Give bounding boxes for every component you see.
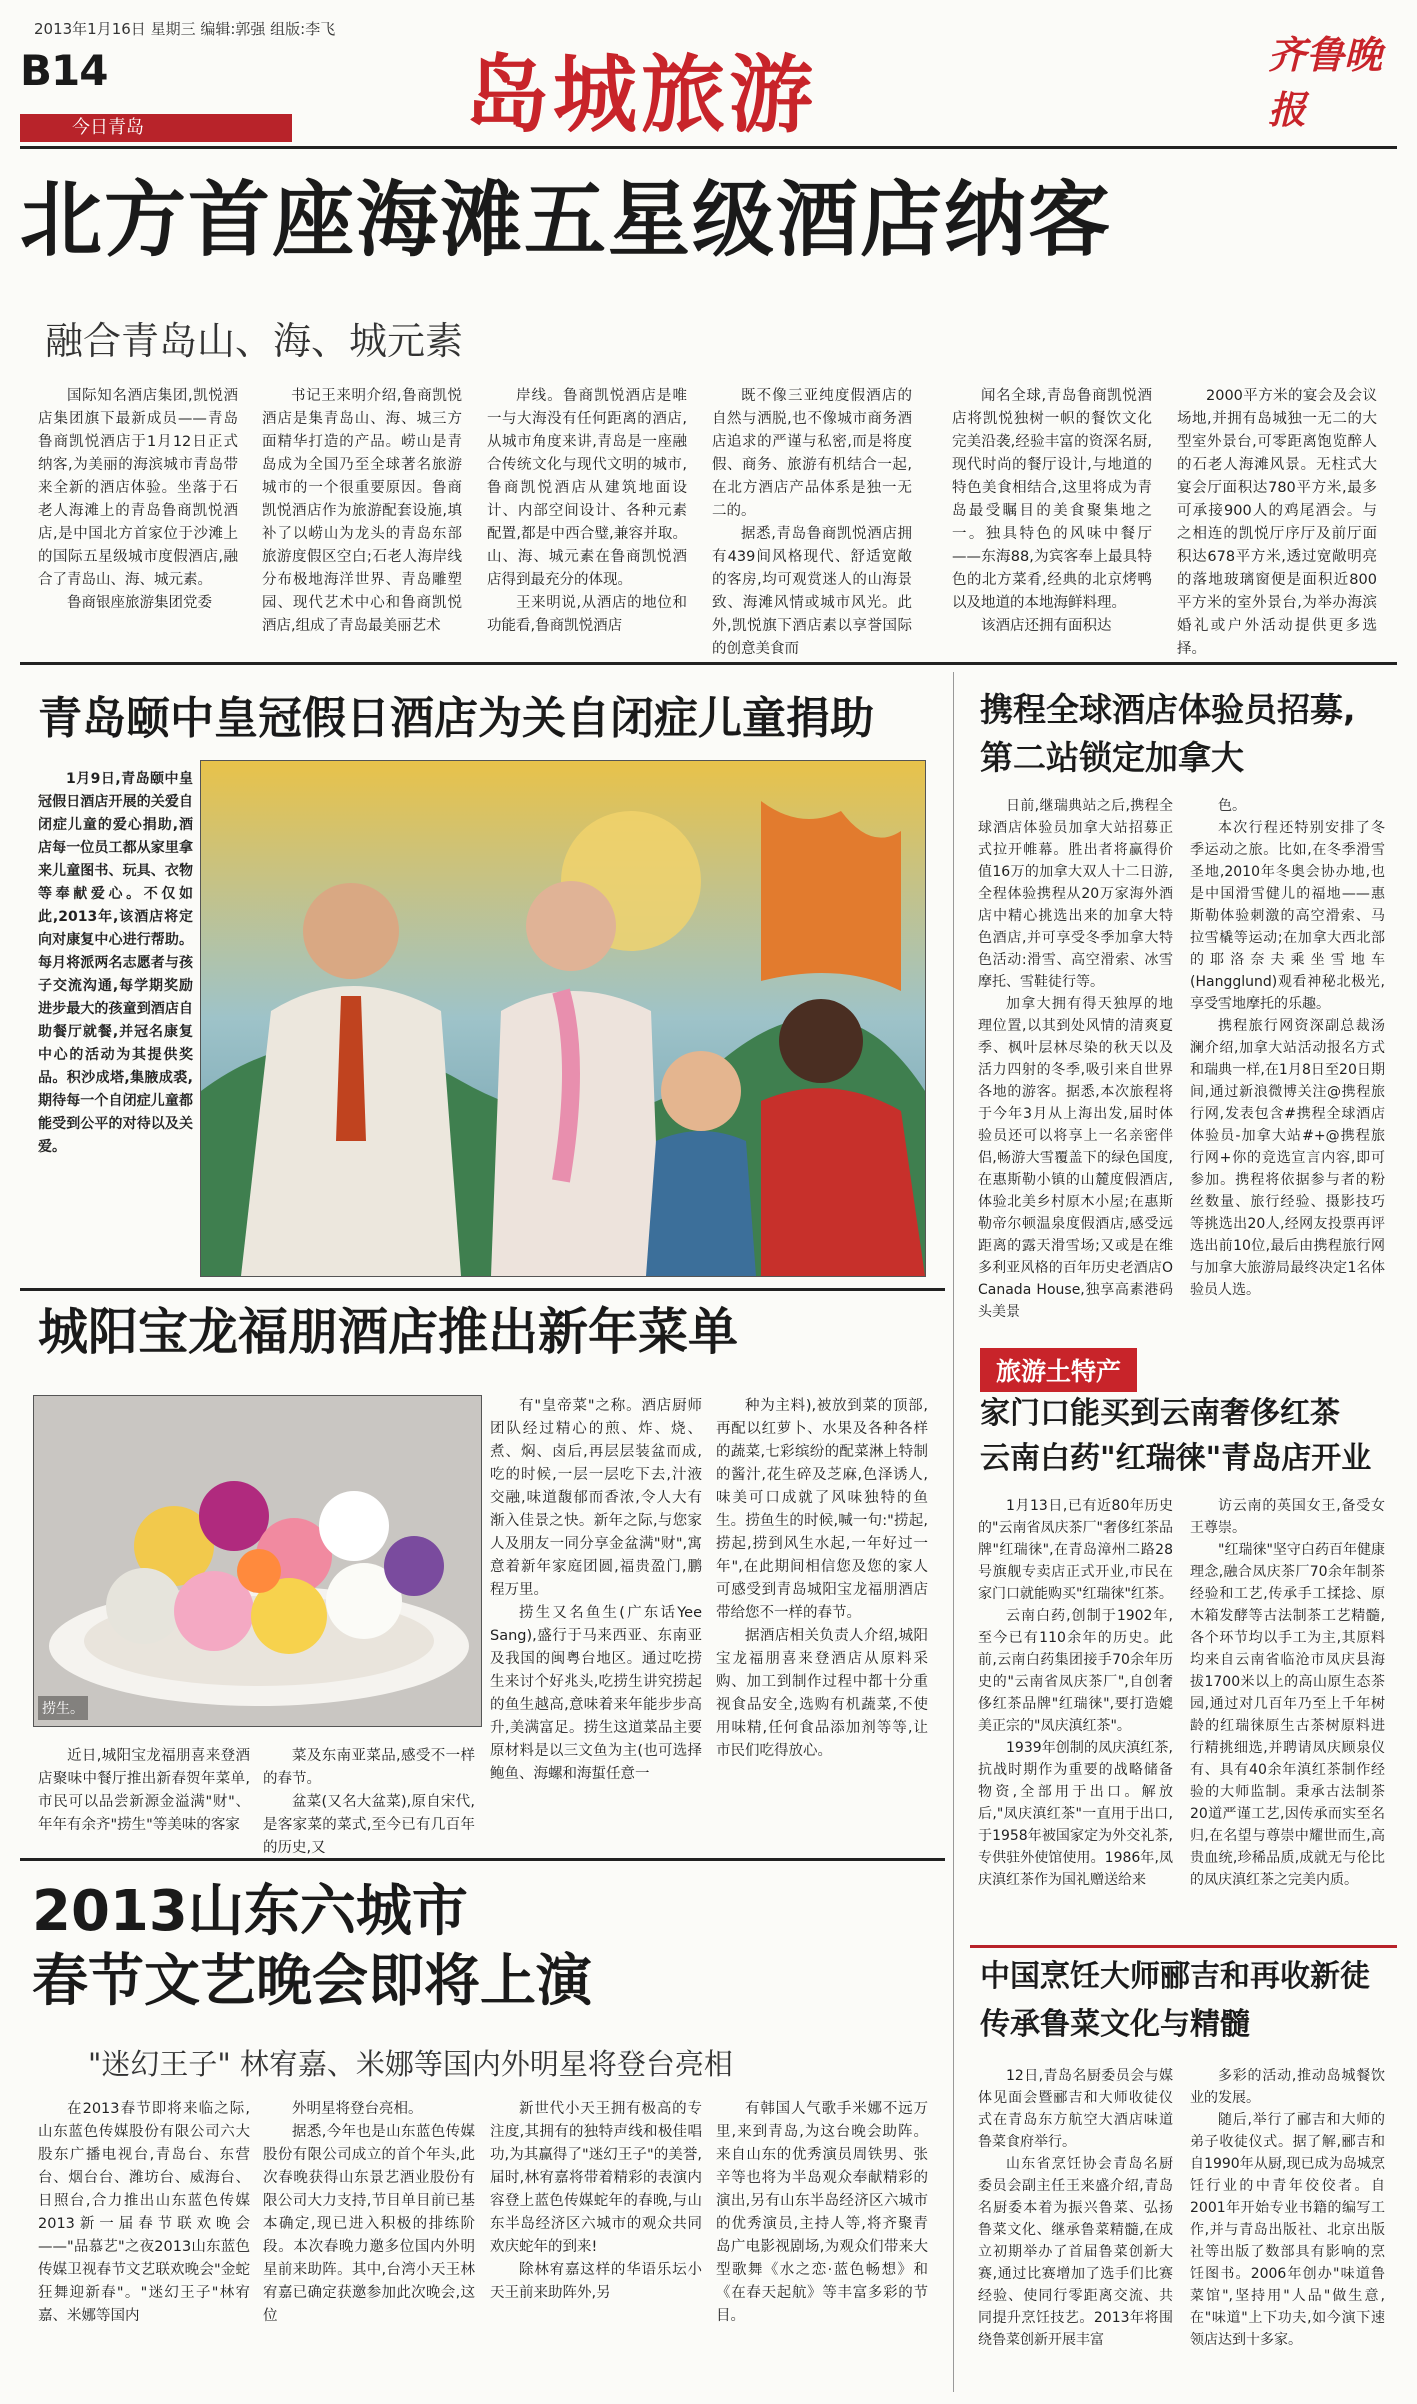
side1-headline-line1: 携程全球酒店体验员招募, — [980, 690, 1356, 729]
story2-body: 1月9日,青岛颐中皇冠假日酒店开展的关爱自闭症儿童的爱心捐助,酒店每一位员工都从家里拿来儿童图书、玩具、衣物等奉献爱心。不仅如此,2013年,该酒店将定向对康复中心进行帮助。每月将派两名志愿者与孩子交流沟通,每学期奖励进步最大的孩童到酒店自助餐厅就餐,并冠名康复中心的活动为其提供奖品。积沙成塔,集腋成裘,期待每一个自闭症儿童都能受到公平的对待以及关爱。 — [38, 771, 193, 1155]
story4-column-4: 有韩国人气歌手米娜不远万里,来到青岛,为这台晚会助阵。来自山东的优秀演员周铁男、张辛等也将为半岛观众奉献精彩的演出,另有山东半岛经济区六城市的优秀演员,主持人等,将齐聚青岛广电影视剧场,为观众们带来大型歌舞《水之恋·蓝色畅想》和《在春天起航》等丰富多彩的节目。 — [716, 2101, 928, 2324]
story1-subheadline: 融合青岛山、海、城元素 — [45, 319, 464, 363]
story4-column-2: 外明星将登台亮相。 据悉,今年也是山东蓝色传媒股份有限公司成立的首个年头,此次春晚获得山东景艺酒业股份有限公司大力支持,节目单目前已基本确定,现已进入积极的排练阶段。本次春晚力邀多位国内外明星前来助阵。其中,台湾小天王林宥嘉已确定获邀参加此次晚会,这位 — [263, 2101, 475, 2324]
story4-headline-line1: 2013山东六城市 — [32, 1879, 468, 1944]
yusheng-dish-photo — [34, 1396, 481, 1726]
story1-column-3: 岸线。鲁商凯悦酒店是唯一与大海没有任何距离的酒店,从城市角度来讲,青岛是一座融合传统文化与现代文明的城市,鲁商凯悦酒店从建筑地面设计、内部空间设计、各种元素配置,都是中西合璧,兼容并取。山、海、城元素在鲁商凯悦酒店得到最充分的体现。 王来明说,从酒店的地位和功能看,鲁商凯悦酒店 — [487, 388, 687, 634]
hotel-donation-photo — [201, 761, 925, 1276]
story3-column-2: 菜及东南亚菜品,感受不一样的春节。 盆菜(又名大盆菜),原自宋代,是客家菜的菜式,至今已有几百年的历史,又 — [263, 1748, 475, 1856]
side3-headline-line1: 中国烹饪大师郦吉和再收新徒 — [980, 1959, 1370, 1994]
story2-headline: 青岛颐中皇冠假日酒店为关自闭症儿童捐助 — [38, 693, 874, 744]
story3-photo-caption: 捞生。 — [38, 1696, 88, 1720]
header-rule — [20, 146, 1397, 149]
story4-headline-line2: 春节文艺晚会即将上演 — [32, 1949, 592, 2014]
story1-column-4: 既不像三亚纯度假酒店的自然与洒脱,也不像城市商务酒店追求的严谨与私密,而是将度假、商务、旅游有机结合一起,在北方酒店产品体系是独一无二的。 据悉,青岛鲁商凯悦酒店拥有439间风格现代、舒适宽敞的客房,均可观赏迷人的山海景致、海滩风情或城市风光。此外,凯悦旗下酒店素以享誉国际的创意美食而 — [712, 388, 912, 657]
side3-column-2: 多彩的活动,推动岛城餐饮业的发展。 随后,举行了郦吉和大师的弟子收徒仪式。据了解,郦吉和自1990年从厨,现已成为岛城烹饪行业的中青年佼佼者。自2001年开始专业书籍的编写工作,并与青岛出版社、北京出版社等出版了数部具有影响的烹饪图书。2006年创办"味道鲁菜馆",坚持用"人品"做生意,在"味道"上下功夫,如今演下速领店达到十多家。 — [1190, 2068, 1385, 2348]
story4-column-1: 在2013春节即将来临之际,山东蓝色传媒股份有限公司六大股东广播电视台,青岛台、东营台、烟台台、潍坊台、威海台、日照台,合力推出山东蓝色传媒2013新一届春节联欢晚会——"品慕艺"之夜2013山东蓝色传媒卫视春节文艺联欢晚会"金蛇狂舞迎新春"。"迷幻王子"林宥嘉、米娜等国内 — [38, 2101, 250, 2324]
story1-column-6: 2000平方米的宴会及会议场地,并拥有岛城独一无二的大型室外景台,可零距离饱览醉人的石老人海滩风景。无柱式大宴会厅面积达780平方米,最多可承接900人的鸡尾酒会。与之相连的凯悦厅序厅及前厅面积达678平方米,透过宽敞明亮的落地玻璃窗便是面积近800平方米的室外景台,为举办海滨婚礼或户外活动提供更多选择。 — [1177, 388, 1377, 657]
story3-headline: 城阳宝龙福朋酒店推出新年菜单 — [38, 1303, 738, 1361]
side1-column-1: 日前,继瑞典站之后,携程全球酒店体验员加拿大站招募正式拉开帷幕。胜出者将赢得价值16万的加拿大双人十二日游,全程体验携程从20万家海外酒店中精心挑选出来的加拿大特色酒店,并可享受冬季加拿大特色活动:滑雪、高空滑索、冰雪摩托、雪鞋徒行等。 加拿大拥有得天独厚的地理位置,以其到处风情的清爽夏季、枫叶层林尽染的秋天以及活力四射的冬季,吸引来自世界各地的游客。据悉,本次旅程将于今年3月从上海出发,届时体验员还可以将享上一名亲密伴侣,畅游大雪覆盖下的绿色国度,在惠斯勒小镇的山麓度假酒店,体验北美乡村原木小屋;在惠斯勒帝尔顿温泉度假酒店,感受远距离的露天滑雪场;又或是在维多利亚风格的百年历史老酒店O Canada House,独享高素港码头美景 — [978, 798, 1173, 1320]
side2-tag — [980, 1348, 1137, 1392]
story1-column-1: 国际知名酒店集团,凯悦酒店集团旗下最新成员——青岛鲁商凯悦酒店于1月12日正式纳客,为美丽的海滨城市青岛带来全新的酒店体验。坐落于石老人海滩上的青岛鲁商凯悦酒店,是中国北方首家位于沙滩上的国际五星级城市度假酒店,融合了青岛山、海、城元素。 鲁商银座旅游集团党委 — [38, 388, 238, 611]
side1-column-2: 色。 本次行程还特别安排了冬季运动之旅。比如,在冬季滑雪圣地,2010年冬奥会协办地,也是中国滑雪健儿的福地——惠斯勒体验刺激的高空滑索、马拉雪橇等运动;在加拿大西北部的耶洛奈夫乘坐雪地车(Hangglund)观看神秘北极光,享受雪地摩托的乐趣。 携程旅行网资深副总裁汤澜介绍,加拿大站活动报名方式和瑞典一样,在1月8日至20日期间,通过新浪微博关注@携程旅行网,发表包含#携程全球酒店体验员-加拿大站#+@携程旅行网+你的竞选宣言内容,即可参加。携程将依据参与者的粉丝数量、旅行经验、摄影技巧等挑选出20人,经网友投票再评选出前10位,最后由携程旅行网与加拿大旅游局最终决定1名体验员人选。 — [1190, 798, 1385, 1298]
story3-column-1: 近日,城阳宝龙福朋喜来登酒店聚味中餐厅推出新春贺年菜单,市民可以品尝新源金溢满"财"、年年有余齐"捞生"等美味的客家 — [38, 1748, 250, 1833]
story1-bottom-rule — [20, 662, 1397, 665]
side2-bottom-rule — [970, 1945, 1397, 1948]
story2-photo — [200, 760, 926, 1277]
story4-column-3: 新世代小天王拥有极高的专注度,其拥有的独特声线和极佳唱功,为其赢得了"迷幻王子"的美誉,届时,林宥嘉将带着精彩的表演内容登上蓝色传媒蛇年的春晚,与山东半岛经济区六城市的观众共同欢庆蛇年的到来! 除林宥嘉这样的华语乐坛小天王前来助阵外,另 — [490, 2101, 702, 2301]
side3-headline-line2: 传承鲁菜文化与精髓 — [980, 2007, 1250, 2042]
story3-bottom-rule — [20, 1858, 945, 1861]
side2-headline-line2: 云南白药"红瑞徕"青岛店开业 — [980, 1441, 1372, 1476]
newspaper-logo: 齐鲁晚报 — [1268, 32, 1383, 132]
side2-column-2: 访云南的英国女王,备受女王尊崇。 "红瑞徕"坚守白药百年健康理念,融合凤庆茶厂70余年制茶经验和工艺,传承手工揉捻、原木箱发酵等古法制茶工艺精髓,各个环节均以手工为主,其原料均来自云南省临沧市凤庆县海拔1700米以上的高山原生态茶园,通过对几百年乃至上千年树龄的红瑞徕原生古茶树原料进行精挑细选,并聘请凤庆顾泉仪有、具有40余年滇红茶制作经验的大师监制。秉承古法制茶20道严谨工艺,因传承而实至名归,在名望与尊崇中耀世而生,高贵血统,珍稀品质,成就无与伦比的凤庆滇红茶之完美内质。 — [1190, 1498, 1385, 1888]
issue-meta: 2013年1月16日 星期三 编辑:郭强 组版:李飞 — [34, 20, 336, 38]
sidebar-divider — [953, 672, 954, 2392]
story3-column-4: 种为主料),被放到菜的顶部,再配以红萝卜、水果及各种各样的蔬菜,七彩缤纷的配菜淋上特制的酱汁,花生碎及芝麻,色泽诱人,味美可口成就了风味独特的鱼生。捞鱼生的时候,喊一句:"捞起,捞起,捞到风生水起,一年好过一年",在此期间相信您及您的家人可感受到青岛城阳宝龙福朋酒店带给您不一样的春节。 据酒店相关负责人介绍,城阳宝龙福朋喜来登酒店从原料采购、加工到制作过程中都十分重视食品安全,选购有机蔬菜,不使用味精,任何食品添加剂等等,让市民们吃得放心。 — [716, 1398, 928, 1759]
side1-headline-line2: 第二站锁定加拿大 — [980, 738, 1244, 777]
section-masthead: 岛城旅游 — [465, 45, 818, 144]
story3-column-3: 有"皇帝菜"之称。酒店厨师团队经过精心的煎、炸、烧、煮、焖、卤后,再层层装盆而成,吃的时候,一层一层吃下去,汁液交融,味道馥郁而香浓,令人大有渐入佳景之快。新年之际,与您家人及朋友一同分享金盆满"财",寓意着新年家庭团圆,福贵盈门,鹏程万里。 捞生又名鱼生(广东话Yee Sang),盛行于马来西亚、东南亚及我国的闽粤台地区。通过吃捞生来讨个好兆头,吃捞生讲究捞起的鱼生越高,意味着来年能步步高升,美满富足。捞生这道菜品主要原材料是以三文鱼为主(也可选择鲍鱼、海螺和海蜇任意一 — [490, 1398, 702, 1782]
side3-column-1: 12日,青岛名厨委员会与媒体见面会暨郦吉和大师收徒仪式在青岛东方航空大酒店味道鲁菜食府举行。 山东省烹饪协会青岛名厨委员会副主任王来盛介绍,青岛名厨委本着为振兴鲁菜、弘扬鲁菜文化、继承鲁菜精髓,在成立初期举办了首届鲁菜创新大赛,通过比赛增加了选手们比赛经验、使同行零距离交流、共同提升烹饪技艺。2013年将围绕鲁菜创新开展丰富 — [978, 2068, 1173, 2348]
story1-headline: 北方首座海滩五星级酒店纳客 — [20, 173, 1113, 268]
side2-tag-label: 旅游土特产 — [980, 1348, 1137, 1392]
side2-headline-line1: 家门口能买到云南奢侈红茶 — [980, 1396, 1340, 1431]
story1-column-5: 闻名全球,青岛鲁商凯悦酒店将凯悦独树一帜的餐饮文化完美沿袭,经验丰富的资深名厨,现代时尚的餐厅设计,与地道的特色美食相结合,这里将成为青岛最受瞩目的美食聚集地之一。独具特色的风味中餐厅——东海88,为宾客奉上最具特色的北方菜肴,经典的北京烤鸭以及地道的本地海鲜料理。 该酒店还拥有面积达 — [952, 388, 1152, 634]
section-tag: 今日青岛 — [20, 114, 292, 142]
story3-photo — [33, 1395, 482, 1727]
page-number: B14 — [20, 46, 108, 95]
story1-column-2: 书记王来明介绍,鲁商凯悦酒店是集青岛山、海、城三方面精华打造的产品。崂山是青岛成为全国乃至全球著名旅游城市的一个很重要原因。鲁商凯悦酒店作为旅游配套设施,填补了以崂山为龙头的青岛东部旅游度假区空白;石老人海岸线分布极地海洋世界、青岛雕塑园、现代艺术中心和鲁商凯悦酒店,组成了青岛最美丽艺术 — [262, 388, 462, 634]
story2-bottom-rule — [20, 1288, 945, 1291]
story4-subheadline: "迷幻王子" 林宥嘉、米娜等国内外明星将登台亮相 — [88, 2047, 733, 2081]
side2-column-1: 1月13日,已有近80年历史的"云南省凤庆茶厂"奢侈红茶品牌"红瑞徕",在青岛漳州二路28号旗舰专卖店正式开业,市民在家门口就能购买"红瑞徕"红茶。 云南白药,创制于1902年,至今已有110余年的历史。此前,云南白药集团接手70余年历史的"云南省凤庆茶厂",自创奢侈红茶品牌"红瑞徕",要打造媲美正宗的"凤庆滇红茶"。 1939年创制的凤庆滇红茶,抗战时期作为重要的战略储备物资,全部用于出口。解放后,"凤庆滇红茶"一直用于出口,于1958年被国家定为外交礼茶,专供驻外使馆使用。1986年,凤庆滇红茶作为国礼赠送给来 — [978, 1498, 1173, 1888]
